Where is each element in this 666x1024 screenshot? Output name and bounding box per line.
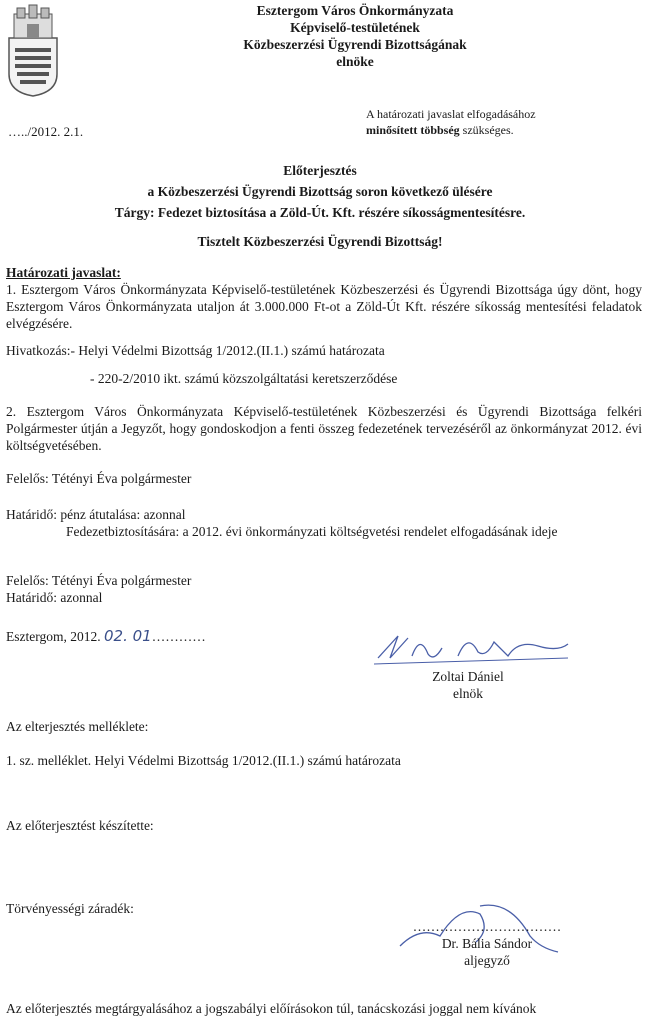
place-date-prefix: Esztergom, 2012.	[6, 629, 101, 644]
city-crest-logo	[6, 4, 60, 98]
reference-2: - 220-2/2010 ikt. számú közszolgáltatási keretszerződése	[90, 371, 398, 386]
note-line: A határozati javaslat elfogadásához	[366, 107, 536, 121]
attachments-heading: Az elterjesztés melléklete:	[6, 719, 149, 734]
legality-clause: Törvényességi záradék:	[6, 901, 134, 916]
proposal-heading: Határozati javaslat:	[6, 265, 121, 280]
document-title	[60, 160, 580, 223]
greeting: Tisztelt Közbeszerzési Ügyrendi Bizottság!	[197, 234, 443, 249]
signer-role: elnök	[453, 686, 483, 701]
notary-block	[402, 918, 572, 969]
signer-name: Zoltai Dániel	[432, 669, 504, 684]
attachment-item-1: 1. sz. melléklet. Helyi Védelmi Bizottság 1/2012.(II.1.) számú határozata	[6, 753, 401, 768]
header-line: Esztergom Város Önkormányzata	[256, 3, 454, 18]
responsible-1: Felelős: Tétényi Éva polgármester	[6, 471, 192, 486]
prepared-by: Az előterjesztést készítette:	[6, 818, 154, 833]
title-line: Előterjesztés	[283, 163, 357, 178]
signature-zoltai	[368, 628, 578, 670]
signer-block	[408, 668, 528, 702]
document-header	[150, 2, 560, 70]
place-date-dots: …………	[151, 629, 206, 644]
notary-name: Dr. Bália Sándor	[441, 936, 533, 951]
majority-note	[366, 106, 536, 138]
header-line: elnöke	[336, 54, 374, 69]
header-line: Képviselő-testületének	[290, 20, 420, 35]
note-bold: minősített többség	[366, 123, 460, 137]
notary-dots: ……………………………	[412, 919, 562, 934]
responsible-2: Felelős: Tétényi Éva polgármester	[6, 573, 192, 588]
header-line: Közbeszerzési Ügyrendi Bizottságának	[243, 37, 467, 52]
proposal-paragraph-1: 1. Esztergom Város Önkormányzata Képviselő-testületének Közbeszerzési és Ügyrendi Bizottsága úgy dönt, hogy Esztergom Város Önkormányzata utaljon át 3.000.000 Ft-ot a Zöld-Út Kft. részére síkosság mentesítési feladatok elvégzésére.	[6, 282, 642, 331]
reference-1: Hivatkozás:- Helyi Védelmi Bizottság 1/2012.(II.1.) számú határozata	[6, 343, 385, 358]
notary-role: aljegyző	[464, 953, 510, 968]
place-date	[6, 628, 206, 645]
title-line: Tárgy: Fedezet biztosítása a Zöld-Út. Kft. részére síkosságmentesítésre.	[114, 205, 526, 220]
deadline-1a: Határidő: pénz átutalása: azonnal	[6, 507, 186, 522]
proposal-paragraph-2: 2. Esztergom Város Önkormányzata Képviselő-testületének Közbeszerzési és Ügyrendi Bizottsága felkéri Polgármester útján a Jegyzőt, hogy gondoskodjon a fenti összeg fedezetének tervezéséről az önkormányzat 2012. évi költségvetésében.	[6, 404, 642, 453]
deadline-1b: Fedezetbiztosítására: a 2012. évi önkormányzati költségvetési rendelet elfogadásának ideje	[66, 524, 558, 539]
title-line: a Közbeszerzési Ügyrendi Bizottság soron következő ülésére	[147, 184, 493, 199]
document-date: …../2012. 2.1.	[8, 124, 84, 139]
handwritten-date: 02. 01	[104, 627, 152, 645]
footer-text: Az előterjesztés megtárgyalásához a jogszabályi előírásokon túl, tanácskozási joggal nem kívánok	[6, 1001, 537, 1016]
note-rest: szükséges.	[459, 123, 514, 137]
deadline-2: Határidő: azonnal	[6, 590, 103, 605]
